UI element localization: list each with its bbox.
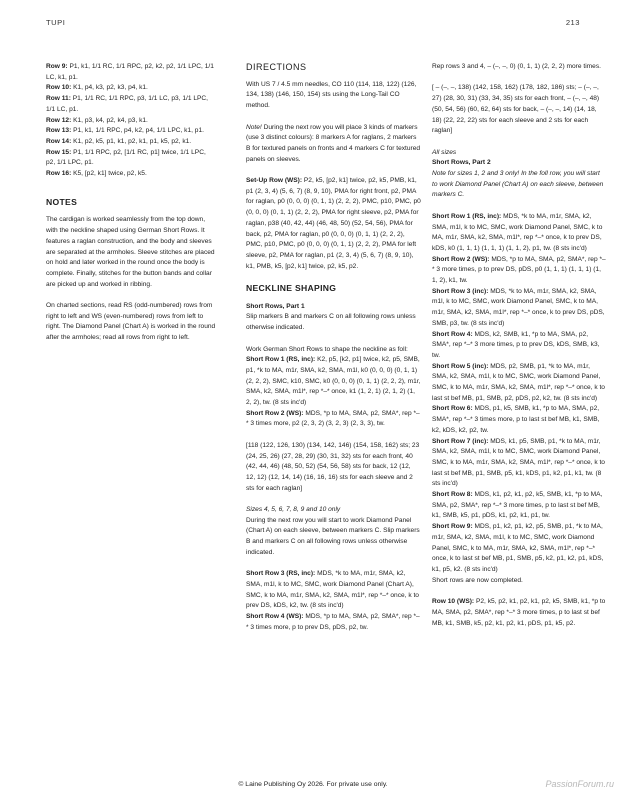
short-row (246, 569, 421, 612)
copyright-footer: © Laine Publishing Oy 2026. For private use only. (238, 781, 388, 788)
short-row-text: MDS, *p to MA, SMA, p2, SMA*, rep *–* 3 times more, p to prev DS, pDS, p2, tw. (246, 613, 420, 631)
row-text: P1, 1/1 RC, 1/1 RPC, p3, 1/1 LC, p3, 1/1 LPC, 1/1 LC, p1. (46, 95, 208, 113)
chart-row (46, 83, 216, 94)
short-row-label: Short Row 7 (inc): (432, 437, 489, 445)
short-row (432, 287, 607, 330)
short-row (432, 437, 607, 491)
chart-row (46, 126, 216, 137)
short-row-text: MDS, *p to MA, SMA, p2, SMA*, rep *–* 3 more times, p to prev DS, pDS, p0 (1, 1, 1) (1, 1, 1) (1, 1, 2), k1, tw. (432, 255, 606, 285)
setup-row (246, 176, 421, 272)
row-text: P1, k1, 1/1 RPC, p4, k2, p4, 1/1 LPC, k1, p1. (71, 127, 204, 135)
short-row (432, 522, 607, 576)
note-text: During the next row you will place 3 kinds of markers (use 3 distinct colours): 8 markers A for raglans, 2 markers B for textured panels on fronts and 4 markers C for textured panels on sleeves. (246, 123, 421, 163)
short-row-text: MDS, k1, p5, SMB, p1, *k to MA, m1r, SMA, k2, SMA, m1l, k to MC, SMC, work Diamond Panel, SMC, k to MA, m1r, SMA, k2, SMA, m1l*, rep *–* once, k to last st bef MB, p1, SMB, p5, k1, kDS, p1, k2, p1, k1, tw. (8 sts inc'd) (432, 437, 605, 488)
notes-paragraph: On charted sections, read RS (odd-numbered) rows from right to left and WS (even-numbered) rows from left to right. The Diamond Panel (Chart A) is worked in the round after the armholes; read all rows from right to left. (46, 302, 216, 342)
stitch-count: [118 (122, 126, 130) (134, 142, 146) (154, 158, 162) sts; 23 (24, 25, 26) (27, 28, 29) (30, 31, 32) sts for each front, 40 (42, 44, 46) (48, 50, 52) (54, 56, 58) sts for back, 12 (12, 12, 12) (12, 14, 14) (16, 16, 16) sts for each sleeve and 2 sts for each raglan] (246, 441, 420, 492)
short-row-text: MDS, p1, k2, p1, k2, p5, SMB, p1, *k to MA, m1r, SMA, k2, SMA, m1l, k to MC, SMC, work Diamond Panel, SMC, k to MA, m1r, SMA, k2, SMA, m1l*, rep *–* once, k to last st bef MB, p1, SMB, p5, k2, p1, k2, p1, kDS, k1, p5, k2. (8 sts inc'd) (432, 523, 604, 573)
row-text: K1, p4, k3, p2, k3, p4, k1. (71, 84, 148, 92)
completed-text: Short rows are now completed. (432, 576, 523, 584)
cast-on-paragraph: With US 7 / 4.5 mm needles, CO 110 (114, 118, 122) (126, 134, 138) (146, 150, 154) sts using the Long-Tail CO method. (246, 80, 417, 110)
setup-row-text: P2, k5, [p2, k1] twice, p2, k5, PMB, k1, p1 (2, 3, 4) (5, 6, 7) (8, 9, 10), PMA for right front, p2, PMA for raglan, p0 (0, 0, 0) (0, 1, 1) (2, 2, 2), PMC, p10, PMC, p0 (0, 0, 0) (0, 1, 1) (2, 2, 2), PMA for right sleeve, p2, PMA for raglan, p38 (40, 42, 44) (46, 48, 50) (52, 54, 56), PMA for back, p2, PMA for raglan, p0 (0, 0, 0) (0, 1, 1) (2, 2, 2), PMC, p10, PMC, p0 (0, 0, 0) (0, 1, 1) (2, 2, 2), PMA for left sleeve, p2, PMA for raglan, p1 (2, 3, 4) (5, 6, 7) (8, 9, 10), k1, PMB, k5, [p2, k1] twice, p2, k5, p2. (246, 177, 421, 270)
running-header-title: TUPI (46, 18, 66, 27)
row-text: K1, p2, k5, p1, k1, p2, k1, p1, k5, p2, k1. (71, 137, 192, 145)
row-label: Row 16: (46, 170, 72, 178)
chart-row (46, 148, 216, 169)
short-row (246, 355, 421, 409)
short-row-text: MDS, *p to MA, SMA, p2, SMA*, rep *–* 3 times more, p2 (2, 3, 2) (3, 2, 3) (2, 3, 3), tw. (246, 409, 420, 428)
short-row-label: Short Row 8: (432, 491, 473, 499)
short-row-label: Short Row 4: (432, 330, 473, 338)
row-10 (432, 597, 607, 629)
row-text: P2, k5, p2, k1, p2, k1, p2, k5, SMB, k1, *p to MA, SMA, p2, SMA*, rep *–* 3 more times, p to last st bef MB, k1, SMB, k5, p2, k1, p2, k1, pDS, p1, k5, p2. (432, 598, 606, 627)
chart-row (46, 137, 216, 148)
short-row (432, 490, 607, 522)
short-rows-part1-heading: Short Rows, Part 1 (246, 302, 305, 310)
short-rows-part2-heading: Short Rows, Part 2 (432, 159, 491, 167)
short-row-text: MDS, k2, SMB, k1, *p to MA, SMA, p2, SMA*, rep *–* 3 more times, p to prev DS, kDS, SMB, k3, tw. (432, 330, 600, 359)
short-row-text: MDS, *k to MA, m1r, SMA, k2, SMA, m1l, k to MC, SMC, work Diamond Panel, SMC, k to MA, m1r, SMA, k2, SMA, m1l*, rep *–* once, k to prev DS, kDS, k0 (1, 1, 1) (1, 1, 1) (1, 1, 2), p1, tw. (8 sts inc'd) (432, 212, 603, 252)
short-row-text: MDS, k1, p2, k1, p2, k5, SMB, k1, *p to MA, SMA, p2, SMA*, rep *–* 3 more times, p to last st bef MB, k1, SMB, k5, p1, pDS, k1, p2, k1, p1, tw. (432, 491, 603, 520)
row-text: P1, 1/1 RPC, p2, [1/1 RC, p1] twice, 1/1 LPC, p2, 1/1 LPC, p1. (46, 148, 206, 167)
row-text: K5, [p2, k1] twice, p2, k5. (71, 170, 147, 178)
neckline-heading: NECKLINE SHAPING (246, 283, 337, 294)
repeat-text: Rep rows 3 and 4, – (–, –, 0) (0, 1, 1) (2, 2, 2) more times. (432, 63, 601, 70)
row-label: Row 14: (46, 137, 72, 145)
note-label: Note! (246, 123, 262, 131)
chart-row (46, 62, 216, 83)
page-number: 213 (565, 18, 580, 27)
short-row-label: Short Row 4 (WS): (246, 613, 304, 621)
german-short-rows-text: Work German Short Rows to shape the neckline as foll: (246, 345, 408, 353)
setup-row-label: Set-Up Row (WS): (246, 177, 303, 184)
short-row-text: MDS, *k to MA, m1r, SMA, k2, SMA, m1l, k to MC, SMC, work Diamond Panel (Chart A), SMC, k to MA, m1r, SMA, k2, SMA, m1l*, rep *–* once, k to prev DS, kDS, k2, tw. (8 sts inc'd) (246, 570, 419, 610)
short-row (432, 330, 607, 362)
column-left (46, 62, 216, 355)
short-row-text: MDS, *k to MA, m1r, SMA, k2, SMA, m1l, k to MC, SMC, work Diamond Panel, SMC, k to MA, m1r, SMA, k2, SMA, m1l*, rep *–* once, k to prev DS, pDS, SMB, p3, tw. (8 sts inc'd) (432, 287, 605, 327)
row-label: Row 9: (46, 63, 68, 70)
markers-note (246, 123, 421, 166)
all-sizes-heading: All sizes (432, 148, 457, 156)
short-row-label: Short Row 6: (432, 405, 473, 413)
row-label: Row 10: (46, 84, 72, 92)
row-label: Row 13: (46, 127, 72, 135)
short-rows-part1-text: Slip markers B and markers C on all following rows unless otherwise indicated. (246, 313, 416, 332)
stitch-count: [ – (–, –, 138) (142, 158, 162) (178, 182, 186) sts; – (–, –, 27) (28, 30, 31) (33, 34, 35) sts for each front, – (–, –, 48) (50, 54, 56) (60, 62, 64) sts for back, – (–, –, 14) (14, 18, 18) (22, 22, 22) sts for each sleeve and 2 sts for each raglan] (432, 84, 600, 135)
chart-row (46, 94, 216, 115)
short-row-label: Short Row 1 (RS, inc): (432, 212, 502, 220)
short-row (432, 212, 607, 255)
short-row-text: MDS, p1, k5, SMB, k1, *p to MA, SMA, p2, SMA*, rep *–* 3 times more, p to last st bef MB, k1, SMB, k2, kDS, k2, p2, tw. (432, 405, 600, 434)
short-row-label: Short Row 3 (inc): (432, 287, 489, 295)
chart-row (46, 116, 216, 127)
short-row (432, 404, 607, 436)
short-row (246, 612, 421, 633)
row-text: P1, k1, 1/1 RC, 1/1 RPC, p2, k2, p2, 1/1 LPC, 1/1 LC, k1, p1. (46, 63, 214, 81)
short-row-label: Short Row 1 (RS, inc): (246, 356, 316, 364)
row-label: Row 11: (46, 95, 71, 103)
short-row-label: Short Row 3 (RS, inc): (246, 570, 316, 578)
short-row (246, 409, 421, 430)
short-row-text: MDS, p2, SMB, p1, *k to MA, m1r, SMA, k2, SMA, m1l, k to MC, SMC, work Diamond Panel, SMC, k to MA, m1r, SMA, k2, SMA, m1l*, rep *–* once, k to last st bef MB, p1, SMB, p2, pDS, p2, k2, tw. (8 sts inc'd) (432, 362, 605, 402)
short-row (432, 255, 607, 287)
short-row-label: Short Row 2 (WS): (246, 409, 304, 417)
watermark: PassionForum.ru (545, 779, 614, 789)
column-right (432, 62, 607, 629)
chart-row (46, 169, 216, 180)
notes-heading: NOTES (46, 196, 78, 207)
short-row-label: Short Row 2 (WS): (432, 255, 490, 263)
short-row-text: K2, p5, [k2, p1] twice, k2, p5, SMB, p1, *k to MA, m1r, SMA, k2, SMA, m1l, k0 (0, 0, 0) (0, 1, 1) (2, 2, 2), SMC, k10, SMC, k0 (0, 0, 0) (0, 1, 1) (2, 2, 2), m1r, SMA, k2, SMA, m1l*, rep *–* once, k1 (1, 2, 1) (2, 1, 2) (1, 2, 2), tw. (8 sts inc'd) (246, 356, 421, 407)
sizes-text: During the next row you will start to work Diamond Panel (Chart A) on each sleeve, between markers C. Slip markers B and markers C on all following rows unless otherwise indicated. (246, 516, 420, 556)
short-row-label: Short Row 5 (inc): (432, 362, 489, 370)
sizes-heading: Sizes 4, 5, 6, 7, 8, 9 and 10 only (246, 506, 341, 514)
column-middle (246, 62, 421, 633)
row-label: Row 12: (46, 116, 72, 124)
chart-rows-list (46, 62, 216, 180)
short-row-label: Short Row 9: (432, 523, 473, 531)
row-label: Row 10 (WS): (432, 598, 475, 606)
directions-heading: DIRECTIONS (246, 62, 307, 72)
notes-paragraph: The cardigan is worked seamlessly from the top down, with the neckline shaped using German Short Rows. It features a raglan construction, and the body and sleeves are separated at the armholes. Sleeve stitches are placed on hold and later worked in the round once the body is complete. Finally, stitches for the button bands and collar are picked up and worked in ribbing. (46, 216, 215, 288)
row-label: Row 15: (46, 148, 72, 156)
sizes-note: Note for sizes 1, 2 and 3 only! In the foll row, you will start to work Diamond Panel (Chart A) on each sleeve, between markers C. (432, 170, 604, 199)
row-text: K1, p3, k4, p2, k4, p3, k1. (71, 116, 148, 124)
short-row (432, 362, 607, 405)
